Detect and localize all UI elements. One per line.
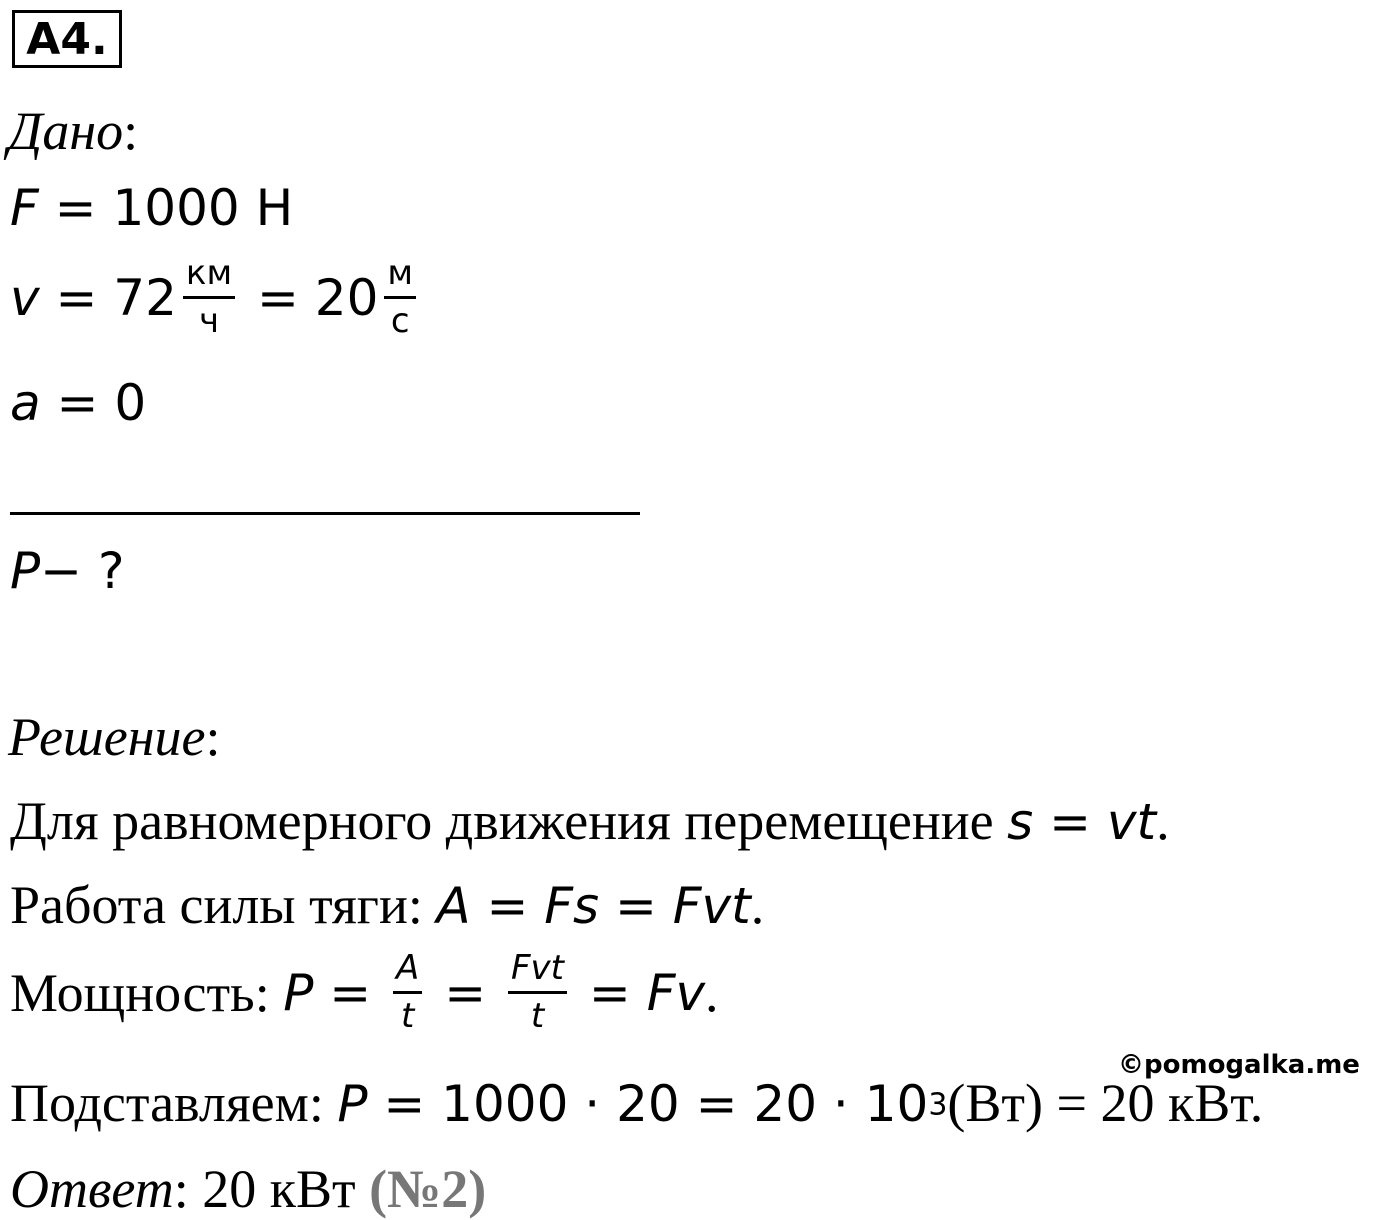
frac-num: A	[396, 948, 420, 988]
frac-num: Fvt	[511, 948, 565, 988]
find-question: − ?	[40, 542, 125, 600]
frac-den: с	[390, 301, 410, 342]
line1-end: .	[1156, 791, 1170, 851]
solution-heading-text: Решение	[8, 707, 206, 767]
velocity-eq2: = 20	[241, 268, 379, 327]
given-acceleration	[10, 374, 147, 432]
line3-mid: =	[428, 963, 502, 1022]
line2-end: .	[750, 875, 765, 935]
line3-text: Мощность:	[10, 962, 284, 1023]
solution-heading-colon: :	[205, 707, 221, 767]
accel-var: a	[10, 374, 41, 432]
given-force	[10, 179, 294, 237]
given-heading	[8, 100, 138, 162]
frac-num: м	[387, 253, 414, 293]
find-var: P	[10, 542, 41, 600]
watermark: ©pomogalka.me	[1118, 1050, 1360, 1080]
answer-source: (№2)	[369, 1159, 487, 1219]
solution-line-1	[10, 791, 1170, 851]
answer-label: Ответ	[10, 1159, 174, 1219]
line3-end: .	[705, 962, 719, 1023]
force-value: = 1000 Н	[38, 179, 294, 237]
force-var: F	[10, 179, 39, 237]
line3-lhs: P =	[283, 963, 388, 1022]
frac-bar	[508, 991, 567, 994]
given-velocity	[10, 255, 422, 341]
line4-math2: = 20 кВт.	[1043, 1073, 1264, 1133]
frac-den: ч	[198, 301, 220, 342]
frac-bar	[393, 991, 422, 994]
solution-line-4	[10, 1073, 1264, 1133]
problem-number: А4.	[26, 13, 108, 65]
line4-math1: = 1000 · 20 = 20 · 10	[367, 1075, 929, 1133]
solution-line-2	[10, 875, 765, 935]
line2-math: A = Fs = Fvt	[436, 877, 751, 935]
frac-den: t	[530, 996, 545, 1037]
find-line	[10, 542, 125, 600]
solution-line-3	[10, 950, 719, 1036]
frac-bar	[183, 296, 235, 299]
frac-bar	[384, 296, 416, 299]
velocity-var: v	[10, 268, 40, 327]
accel-value: = 0	[40, 374, 147, 432]
answer-value: 20 кВт	[188, 1159, 370, 1219]
frac-num: км	[185, 253, 233, 293]
line4-text: Подставляем:	[10, 1073, 338, 1133]
solution-heading	[8, 706, 221, 768]
given-divider	[10, 512, 640, 515]
line4-var: P	[337, 1075, 368, 1133]
line1-math: s = vt	[1007, 793, 1157, 851]
frac-den: t	[401, 996, 415, 1037]
power-frac-fvt-over-t	[508, 950, 567, 1036]
line2-text: Работа силы тяги:	[10, 875, 437, 935]
problem-number-box	[12, 10, 122, 68]
line4-exponent: 3	[928, 1087, 948, 1123]
answer-line	[10, 1158, 486, 1220]
velocity-unit-ms	[384, 255, 416, 341]
line3-rhs: = Fv	[573, 963, 706, 1022]
velocity-unit-kmh	[183, 255, 235, 341]
velocity-eq1: = 72	[39, 268, 177, 327]
given-heading-text: Дано	[8, 101, 124, 161]
power-frac-a-over-t	[393, 950, 422, 1036]
given-heading-colon: :	[123, 101, 139, 161]
line1-text: Для равномерного движения перемещение	[10, 791, 1008, 851]
line4-unit: (Вт)	[947, 1073, 1044, 1133]
answer-colon: :	[173, 1159, 189, 1219]
